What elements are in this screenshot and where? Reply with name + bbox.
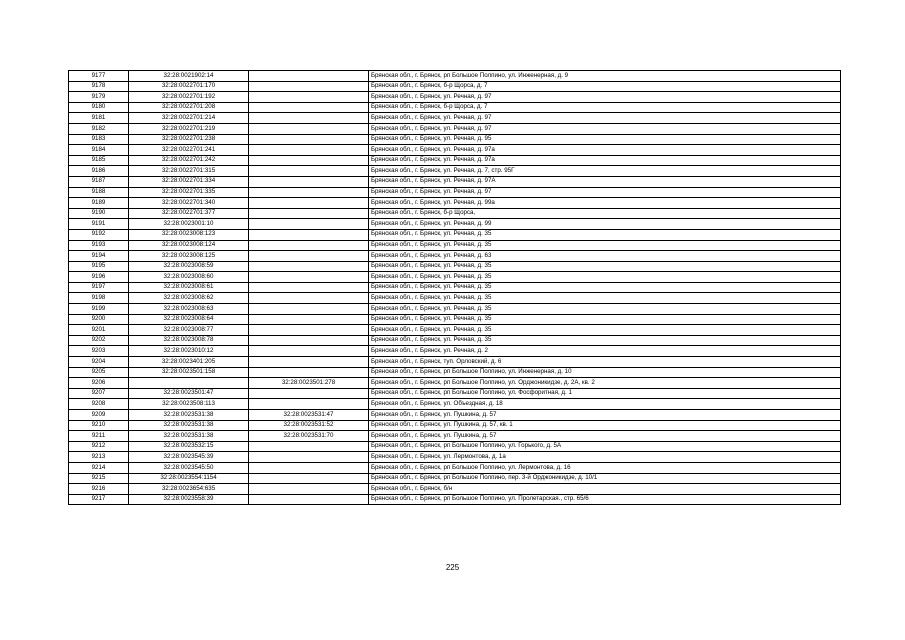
cell-row-number: 9182 (69, 123, 129, 134)
cell-row-number: 9206 (69, 378, 129, 389)
cell-cadastral-number-secondary (249, 145, 369, 156)
cell-row-number: 9184 (69, 145, 129, 156)
cell-cadastral-number: 32:28:0023654:635 (129, 484, 249, 495)
cell-row-number: 9212 (69, 441, 129, 452)
cell-row-number: 9188 (69, 187, 129, 198)
cell-row-number: 9190 (69, 208, 129, 219)
table-row (69, 314, 841, 325)
cell-row-number: 9186 (69, 166, 129, 177)
cell-address: Брянская обл., г. Брянск, ул. Речная, д. 35 (369, 293, 841, 304)
cell-cadastral-number-secondary (249, 92, 369, 103)
cell-cadastral-number: 32:28:0023008:124 (129, 240, 249, 251)
cell-cadastral-number: 32:28:0023531:38 (129, 420, 249, 431)
table-row (69, 473, 841, 484)
cell-cadastral-number: 32:28:0023532:15 (129, 441, 249, 452)
table-row (69, 484, 841, 495)
cell-cadastral-number-secondary (249, 251, 369, 262)
table-row (69, 113, 841, 124)
cell-cadastral-number-secondary (249, 71, 369, 82)
cell-row-number: 9205 (69, 367, 129, 378)
cell-address: Брянская обл., г. Брянск, ул. Речная, д. 63 (369, 251, 841, 262)
cell-address: Брянская обл., г. Брянск, рп Большое Полпино, ул. Фосфоритная, д. 1 (369, 388, 841, 399)
cell-row-number: 9198 (69, 293, 129, 304)
cell-row-number: 9183 (69, 134, 129, 145)
cell-address: Брянская обл., г. Брянск, ул. Речная, д. 35 (369, 240, 841, 251)
cell-cadastral-number-secondary (249, 325, 369, 336)
cell-row-number: 9209 (69, 410, 129, 421)
cell-cadastral-number-secondary (249, 155, 369, 166)
table-row (69, 420, 841, 431)
cell-address: Брянская обл., г. Брянск, ул. Речная, д. 97а (369, 155, 841, 166)
registry-table (68, 70, 841, 505)
table-row (69, 155, 841, 166)
cell-address: Брянская обл., г. Брянск, ул. Речная, д. 99а (369, 198, 841, 209)
table-row (69, 462, 841, 473)
cell-cadastral-number-secondary: 32:28:0023531:47 (249, 410, 369, 421)
table-row (69, 198, 841, 209)
cell-cadastral-number-secondary (249, 494, 369, 505)
cell-cadastral-number-secondary (249, 399, 369, 410)
cell-address: Брянская обл., г. Брянск, туп. Орловский, д. 6 (369, 357, 841, 368)
table-row (69, 166, 841, 177)
cell-cadastral-number-secondary (249, 208, 369, 219)
cell-cadastral-number-secondary (249, 102, 369, 113)
table-row (69, 261, 841, 272)
cell-address: Брянская обл., г. Брянск, б-р Щорса, д. 7 (369, 102, 841, 113)
table-row (69, 176, 841, 187)
cell-row-number: 9208 (69, 399, 129, 410)
cell-cadastral-number: 32:28:0023010:12 (129, 346, 249, 357)
cell-row-number: 9201 (69, 325, 129, 336)
cell-cadastral-number: 32:28:0023401:205 (129, 357, 249, 368)
cell-cadastral-number-secondary (249, 282, 369, 293)
cell-address: Брянская обл., г. Брянск, ул. Лермонтова, д. 1а (369, 452, 841, 463)
table-row (69, 378, 841, 389)
cell-row-number: 9200 (69, 314, 129, 325)
cell-row-number: 9180 (69, 102, 129, 113)
cell-cadastral-number-secondary (249, 272, 369, 283)
cell-address: Брянская обл., г. Брянск, б/н (369, 484, 841, 495)
cell-row-number: 9197 (69, 282, 129, 293)
cell-cadastral-number (129, 378, 249, 389)
table-row (69, 399, 841, 410)
cell-cadastral-number: 32:28:0023008:77 (129, 325, 249, 336)
cell-cadastral-number: 32:28:0022701:170 (129, 81, 249, 92)
table-row (69, 346, 841, 357)
cell-row-number: 9210 (69, 420, 129, 431)
cell-address: Брянская обл., г. Брянск, ул. Речная, д. 99 (369, 219, 841, 230)
cell-row-number: 9194 (69, 251, 129, 262)
cell-cadastral-number-secondary (249, 441, 369, 452)
cell-cadastral-number: 32:28:0023001:10 (129, 219, 249, 230)
cell-address: Брянская обл., г. Брянск, рп Большое Полпино, ул. Лермонтова, д. 16 (369, 462, 841, 473)
cell-cadastral-number-secondary (249, 134, 369, 145)
cell-cadastral-number-secondary (249, 346, 369, 357)
cell-address: Брянская обл., г. Брянск, рп Большое Полпино, ул. Пролетарская., стр. 65/6 (369, 494, 841, 505)
cell-address: Брянская обл., г. Брянск, б-р Щорса, (369, 208, 841, 219)
table-row (69, 208, 841, 219)
cell-row-number: 9187 (69, 176, 129, 187)
table-row (69, 102, 841, 113)
table-row (69, 229, 841, 240)
cell-address: Брянская обл., г. Брянск, ул. Объездная, д. 18 (369, 399, 841, 410)
table-row (69, 431, 841, 442)
cell-cadastral-number-secondary (249, 240, 369, 251)
table-row (69, 145, 841, 156)
cell-cadastral-number-secondary (249, 113, 369, 124)
cell-address: Брянская обл., г. Брянск, рп Большое Полпино, ул. Инженерная, д. 10 (369, 367, 841, 378)
cell-address: Брянская обл., г. Брянск, ул. Речная, д. 35 (369, 335, 841, 346)
cell-row-number: 9216 (69, 484, 129, 495)
cell-row-number: 9193 (69, 240, 129, 251)
cell-cadastral-number: 32:28:0023501:158 (129, 367, 249, 378)
table-row (69, 293, 841, 304)
cell-cadastral-number: 32:28:0023008:123 (129, 229, 249, 240)
cell-address: Брянская обл., г. Брянск, ул. Речная, д. 97 (369, 187, 841, 198)
page-number: 225 (445, 563, 460, 572)
table-row (69, 494, 841, 505)
table-row (69, 441, 841, 452)
cell-cadastral-number-secondary (249, 388, 369, 399)
cell-cadastral-number: 32:28:0022701:334 (129, 176, 249, 187)
cell-cadastral-number: 32:28:0023008:61 (129, 282, 249, 293)
cell-row-number: 9203 (69, 346, 129, 357)
cell-cadastral-number: 32:28:0022701:238 (129, 134, 249, 145)
cell-address: Брянская обл., г. Брянск, ул. Речная, д. 35 (369, 282, 841, 293)
table-row (69, 282, 841, 293)
cell-address: Брянская обл., г. Брянск, рп Большое Полпино, ул. Инженерная, д. 9 (369, 71, 841, 82)
cell-cadastral-number: 32:28:0022701:377 (129, 208, 249, 219)
cell-cadastral-number: 32:28:0022701:242 (129, 155, 249, 166)
cell-row-number: 9214 (69, 462, 129, 473)
cell-address: Брянская обл., г. Брянск, ул. Речная, д. 35 (369, 272, 841, 283)
cell-address: Брянская обл., г. Брянск, ул. Речная, д. 35 (369, 325, 841, 336)
cell-row-number: 9185 (69, 155, 129, 166)
cell-cadastral-number-secondary (249, 229, 369, 240)
cell-cadastral-number: 32:28:0023558:39 (129, 494, 249, 505)
table-row (69, 187, 841, 198)
cell-row-number: 9217 (69, 494, 129, 505)
cell-cadastral-number-secondary: 32:28:0023501:278 (249, 378, 369, 389)
cell-address: Брянская обл., г. Брянск, ул. Речная, д. 35 (369, 314, 841, 325)
cell-cadastral-number: 32:28:0022701:192 (129, 92, 249, 103)
cell-row-number: 9181 (69, 113, 129, 124)
registry-table-body (69, 71, 841, 505)
cell-cadastral-number: 32:28:0023008:60 (129, 272, 249, 283)
cell-cadastral-number: 32:28:0023554:1154 (129, 473, 249, 484)
cell-cadastral-number-secondary (249, 261, 369, 272)
cell-address: Брянская обл., г. Брянск, ул. Речная, д. 35 (369, 229, 841, 240)
cell-row-number: 9202 (69, 335, 129, 346)
cell-row-number: 9199 (69, 304, 129, 315)
cell-address: Брянская обл., г. Брянск, рп Большое Полпино, ул. Горького, д. 5А (369, 441, 841, 452)
table-row (69, 388, 841, 399)
cell-row-number: 9191 (69, 219, 129, 230)
table-row (69, 335, 841, 346)
cell-cadastral-number: 32:28:0023531:38 (129, 431, 249, 442)
cell-row-number: 9189 (69, 198, 129, 209)
cell-cadastral-number: 32:28:0023008:59 (129, 261, 249, 272)
cell-cadastral-number: 32:28:0022701:208 (129, 102, 249, 113)
cell-cadastral-number-secondary (249, 198, 369, 209)
cell-address: Брянская обл., г. Брянск, ул. Речная, д. 35 (369, 304, 841, 315)
cell-row-number: 9211 (69, 431, 129, 442)
table-row (69, 410, 841, 421)
table-row (69, 357, 841, 368)
cell-cadastral-number: 32:28:0023008:125 (129, 251, 249, 262)
cell-row-number: 9207 (69, 388, 129, 399)
cell-cadastral-number-secondary (249, 462, 369, 473)
table-row (69, 81, 841, 92)
cell-cadastral-number: 32:28:0023008:63 (129, 304, 249, 315)
cell-cadastral-number-secondary (249, 166, 369, 177)
cell-address: Брянская обл., г. Брянск, ул. Речная, д. 35 (369, 261, 841, 272)
cell-row-number: 9177 (69, 71, 129, 82)
cell-row-number: 9178 (69, 81, 129, 92)
cell-cadastral-number-secondary: 32:28:0023531:70 (249, 431, 369, 442)
cell-cadastral-number-secondary (249, 81, 369, 92)
cell-row-number: 9179 (69, 92, 129, 103)
registry-table-wrapper (68, 70, 840, 505)
cell-cadastral-number: 32:28:0023545:50 (129, 462, 249, 473)
table-row (69, 123, 841, 134)
cell-cadastral-number: 32:28:0023008:64 (129, 314, 249, 325)
cell-address: Брянская обл., г. Брянск, рп Большое Полпино, ул. Орджоникидзе, д. 2А, кв. 2 (369, 378, 841, 389)
cell-cadastral-number: 32:28:0022701:340 (129, 198, 249, 209)
cell-cadastral-number-secondary: 32:28:0023531:52 (249, 420, 369, 431)
cell-cadastral-number: 32:28:0022701:214 (129, 113, 249, 124)
cell-cadastral-number: 32:28:0022701:335 (129, 187, 249, 198)
cell-address: Брянская обл., г. Брянск, ул. Пушкина, д. 57 (369, 410, 841, 421)
table-row (69, 71, 841, 82)
cell-cadastral-number: 32:28:0023501:47 (129, 388, 249, 399)
cell-cadastral-number-secondary (249, 304, 369, 315)
cell-address: Брянская обл., г. Брянск, ул. Речная, д. 95 (369, 134, 841, 145)
cell-address: Брянская обл., г. Брянск, ул. Речная, д. 97а (369, 145, 841, 156)
cell-cadastral-number-secondary (249, 452, 369, 463)
cell-cadastral-number: 32:28:0022701:315 (129, 166, 249, 177)
cell-address: Брянская обл., г. Брянск, ул. Пушкина, д. 57 (369, 431, 841, 442)
cell-cadastral-number: 32:28:0022701:219 (129, 123, 249, 134)
cell-cadastral-number: 32:28:0023008:78 (129, 335, 249, 346)
cell-row-number: 9215 (69, 473, 129, 484)
cell-cadastral-number-secondary (249, 187, 369, 198)
cell-cadastral-number-secondary (249, 219, 369, 230)
cell-cadastral-number-secondary (249, 357, 369, 368)
table-row (69, 134, 841, 145)
cell-address: Брянская обл., г. Брянск, ул. Речная, д. 97 (369, 123, 841, 134)
cell-cadastral-number: 32:28:0021902:14 (129, 71, 249, 82)
table-row (69, 219, 841, 230)
cell-cadastral-number-secondary (249, 484, 369, 495)
cell-cadastral-number: 32:28:0022701:241 (129, 145, 249, 156)
cell-address: Брянская обл., г. Брянск, ул. Речная, д. 97А (369, 176, 841, 187)
cell-address: Брянская обл., г. Брянск, рп Большое Полпино, пер. 3-й Орджоникидзе, д. 10/1 (369, 473, 841, 484)
cell-address: Брянская обл., г. Брянск, ул. Речная, д. 97 (369, 92, 841, 103)
cell-cadastral-number-secondary (249, 123, 369, 134)
cell-row-number: 9192 (69, 229, 129, 240)
cell-cadastral-number-secondary (249, 367, 369, 378)
cell-cadastral-number: 32:28:0023545:39 (129, 452, 249, 463)
table-row (69, 325, 841, 336)
cell-address: Брянская обл., г. Брянск, ул. Речная, д. 2 (369, 346, 841, 357)
cell-cadastral-number-secondary (249, 293, 369, 304)
cell-address: Брянская обл., г. Брянск, б-р Щорса, д. 7 (369, 81, 841, 92)
table-row (69, 367, 841, 378)
cell-cadastral-number: 32:28:0023008:62 (129, 293, 249, 304)
cell-address: Брянская обл., г. Брянск, ул. Пушкина, д. 57, кв. 1 (369, 420, 841, 431)
cell-cadastral-number: 32:28:0023508:113 (129, 399, 249, 410)
cell-row-number: 9204 (69, 357, 129, 368)
cell-cadastral-number-secondary (249, 314, 369, 325)
cell-address: Брянская обл., г. Брянск, ул. Речная, д. 7, стр. 95Г (369, 166, 841, 177)
table-row (69, 240, 841, 251)
cell-cadastral-number-secondary (249, 335, 369, 346)
cell-address: Брянская обл., г. Брянск, ул. Речная, д. 97 (369, 113, 841, 124)
cell-row-number: 9196 (69, 272, 129, 283)
cell-cadastral-number-secondary (249, 176, 369, 187)
table-row (69, 272, 841, 283)
table-row (69, 251, 841, 262)
cell-cadastral-number: 32:28:0023531:38 (129, 410, 249, 421)
cell-cadastral-number-secondary (249, 473, 369, 484)
cell-row-number: 9213 (69, 452, 129, 463)
cell-row-number: 9195 (69, 261, 129, 272)
table-row (69, 92, 841, 103)
table-row (69, 304, 841, 315)
table-row (69, 452, 841, 463)
